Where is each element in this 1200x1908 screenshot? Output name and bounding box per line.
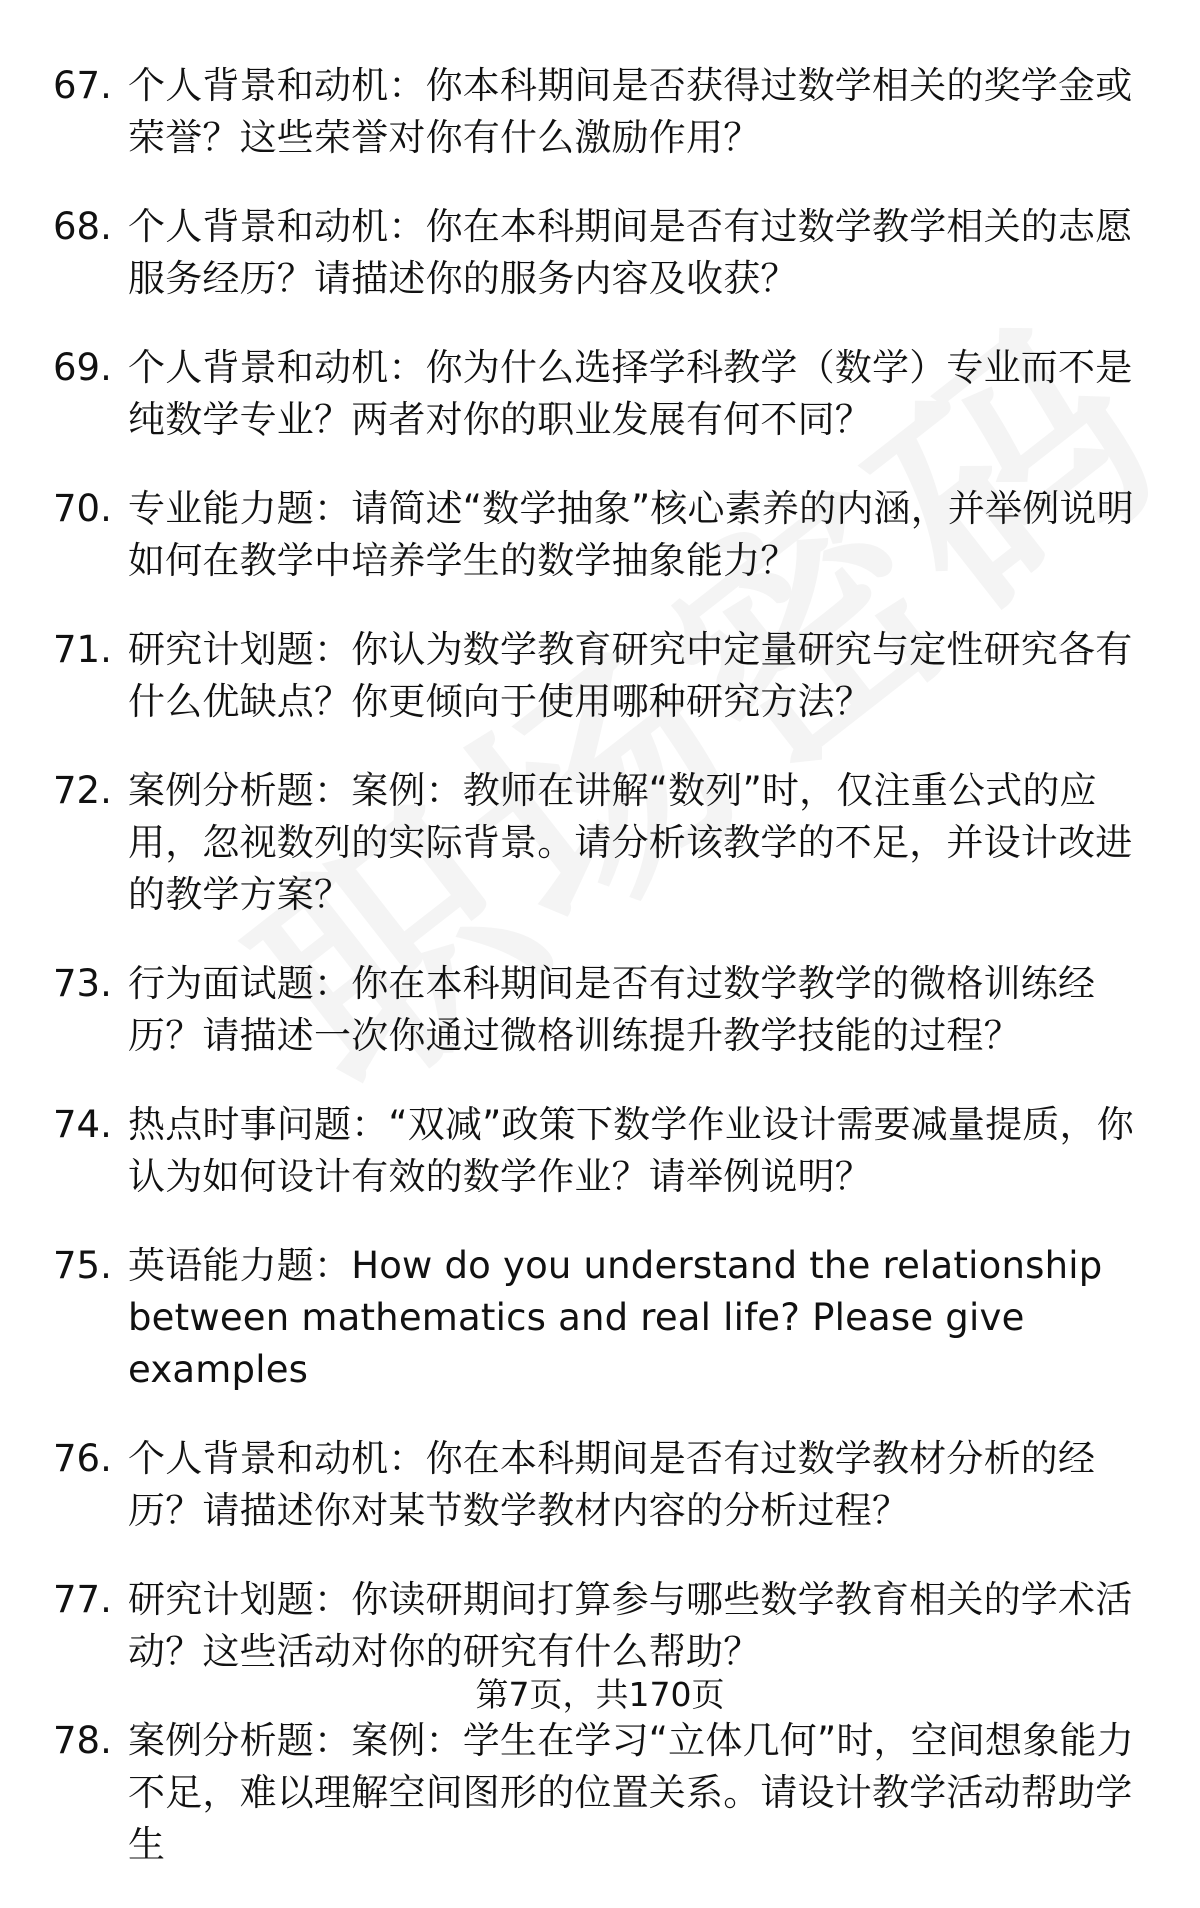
question-text: 英语能力题：How do you understand the relationship between mathematics and real life? Please give examples [128,1244,1103,1391]
question-text: 个人背景和动机：你在本科期间是否有过数学教材分析的经历？请描述你对某节数学教材内容的分析过程？ [128,1437,1096,1532]
question-item [0,624,1200,728]
question-item [0,60,1200,164]
question-number: 69. [53,346,112,389]
question-item [0,765,1200,921]
question-item [0,201,1200,305]
question-item [0,1574,1200,1678]
question-text: 案例分析题：案例：学生在学习“立体几何”时，空间想象能力不足，难以理解空间图形的位置关系。请设计教学活动帮助学生 [128,1719,1134,1866]
question-number: 67. [53,64,112,107]
question-number: 78. [53,1719,112,1762]
question-number: 70. [53,487,112,530]
question-number: 71. [53,628,112,671]
question-item [0,1240,1200,1396]
page-footer: 第7页，共170页 [475,1675,725,1714]
question-number: 74. [53,1103,112,1146]
question-text: 行为面试题：你在本科期间是否有过数学教学的微格训练经历？请描述一次你通过微格训练提升教学技能的过程？ [128,962,1096,1057]
question-item [0,1433,1200,1537]
question-item [0,483,1200,587]
question-text: 个人背景和动机：你本科期间是否获得过数学相关的奖学金或荣誉？这些荣誉对你有什么激励作用？ [128,64,1133,159]
question-list [0,60,1200,1908]
question-number: 77. [53,1578,112,1621]
question-text: 案例分析题：案例：教师在讲解“数列”时，仅注重公式的应用，忽视数列的实际背景。请分析该教学的不足，并设计改进的教学方案？ [128,769,1133,916]
question-number: 72. [53,769,112,812]
question-item [0,958,1200,1062]
question-text: 个人背景和动机：你在本科期间是否有过数学教学相关的志愿服务经历？请描述你的服务内容及收获？ [128,205,1133,300]
question-number: 75. [53,1244,112,1287]
question-text: 热点时事问题：“双减”政策下数学作业设计需要减量提质，你认为如何设计有效的数学作业？请举例说明？ [128,1103,1134,1198]
question-text: 研究计划题：你读研期间打算参与哪些数学教育相关的学术活动？这些活动对你的研究有什么帮助？ [128,1578,1133,1673]
question-text: 个人背景和动机：你为什么选择学科教学（数学）专业而不是纯数学专业？两者对你的职业发展有何不同？ [128,346,1133,441]
question-number: 76. [53,1437,112,1480]
question-item [0,1099,1200,1203]
question-number: 73. [53,962,112,1005]
question-text: 研究计划题：你认为数学教育研究中定量研究与定性研究各有什么优缺点？你更倾向于使用哪种研究方法？ [128,628,1133,723]
question-item [0,1715,1200,1871]
question-item [0,342,1200,446]
question-text: 专业能力题：请简述“数学抽象”核心素养的内涵，并举例说明如何在教学中培养学生的数学抽象能力？ [128,487,1134,582]
question-number: 68. [53,205,112,248]
